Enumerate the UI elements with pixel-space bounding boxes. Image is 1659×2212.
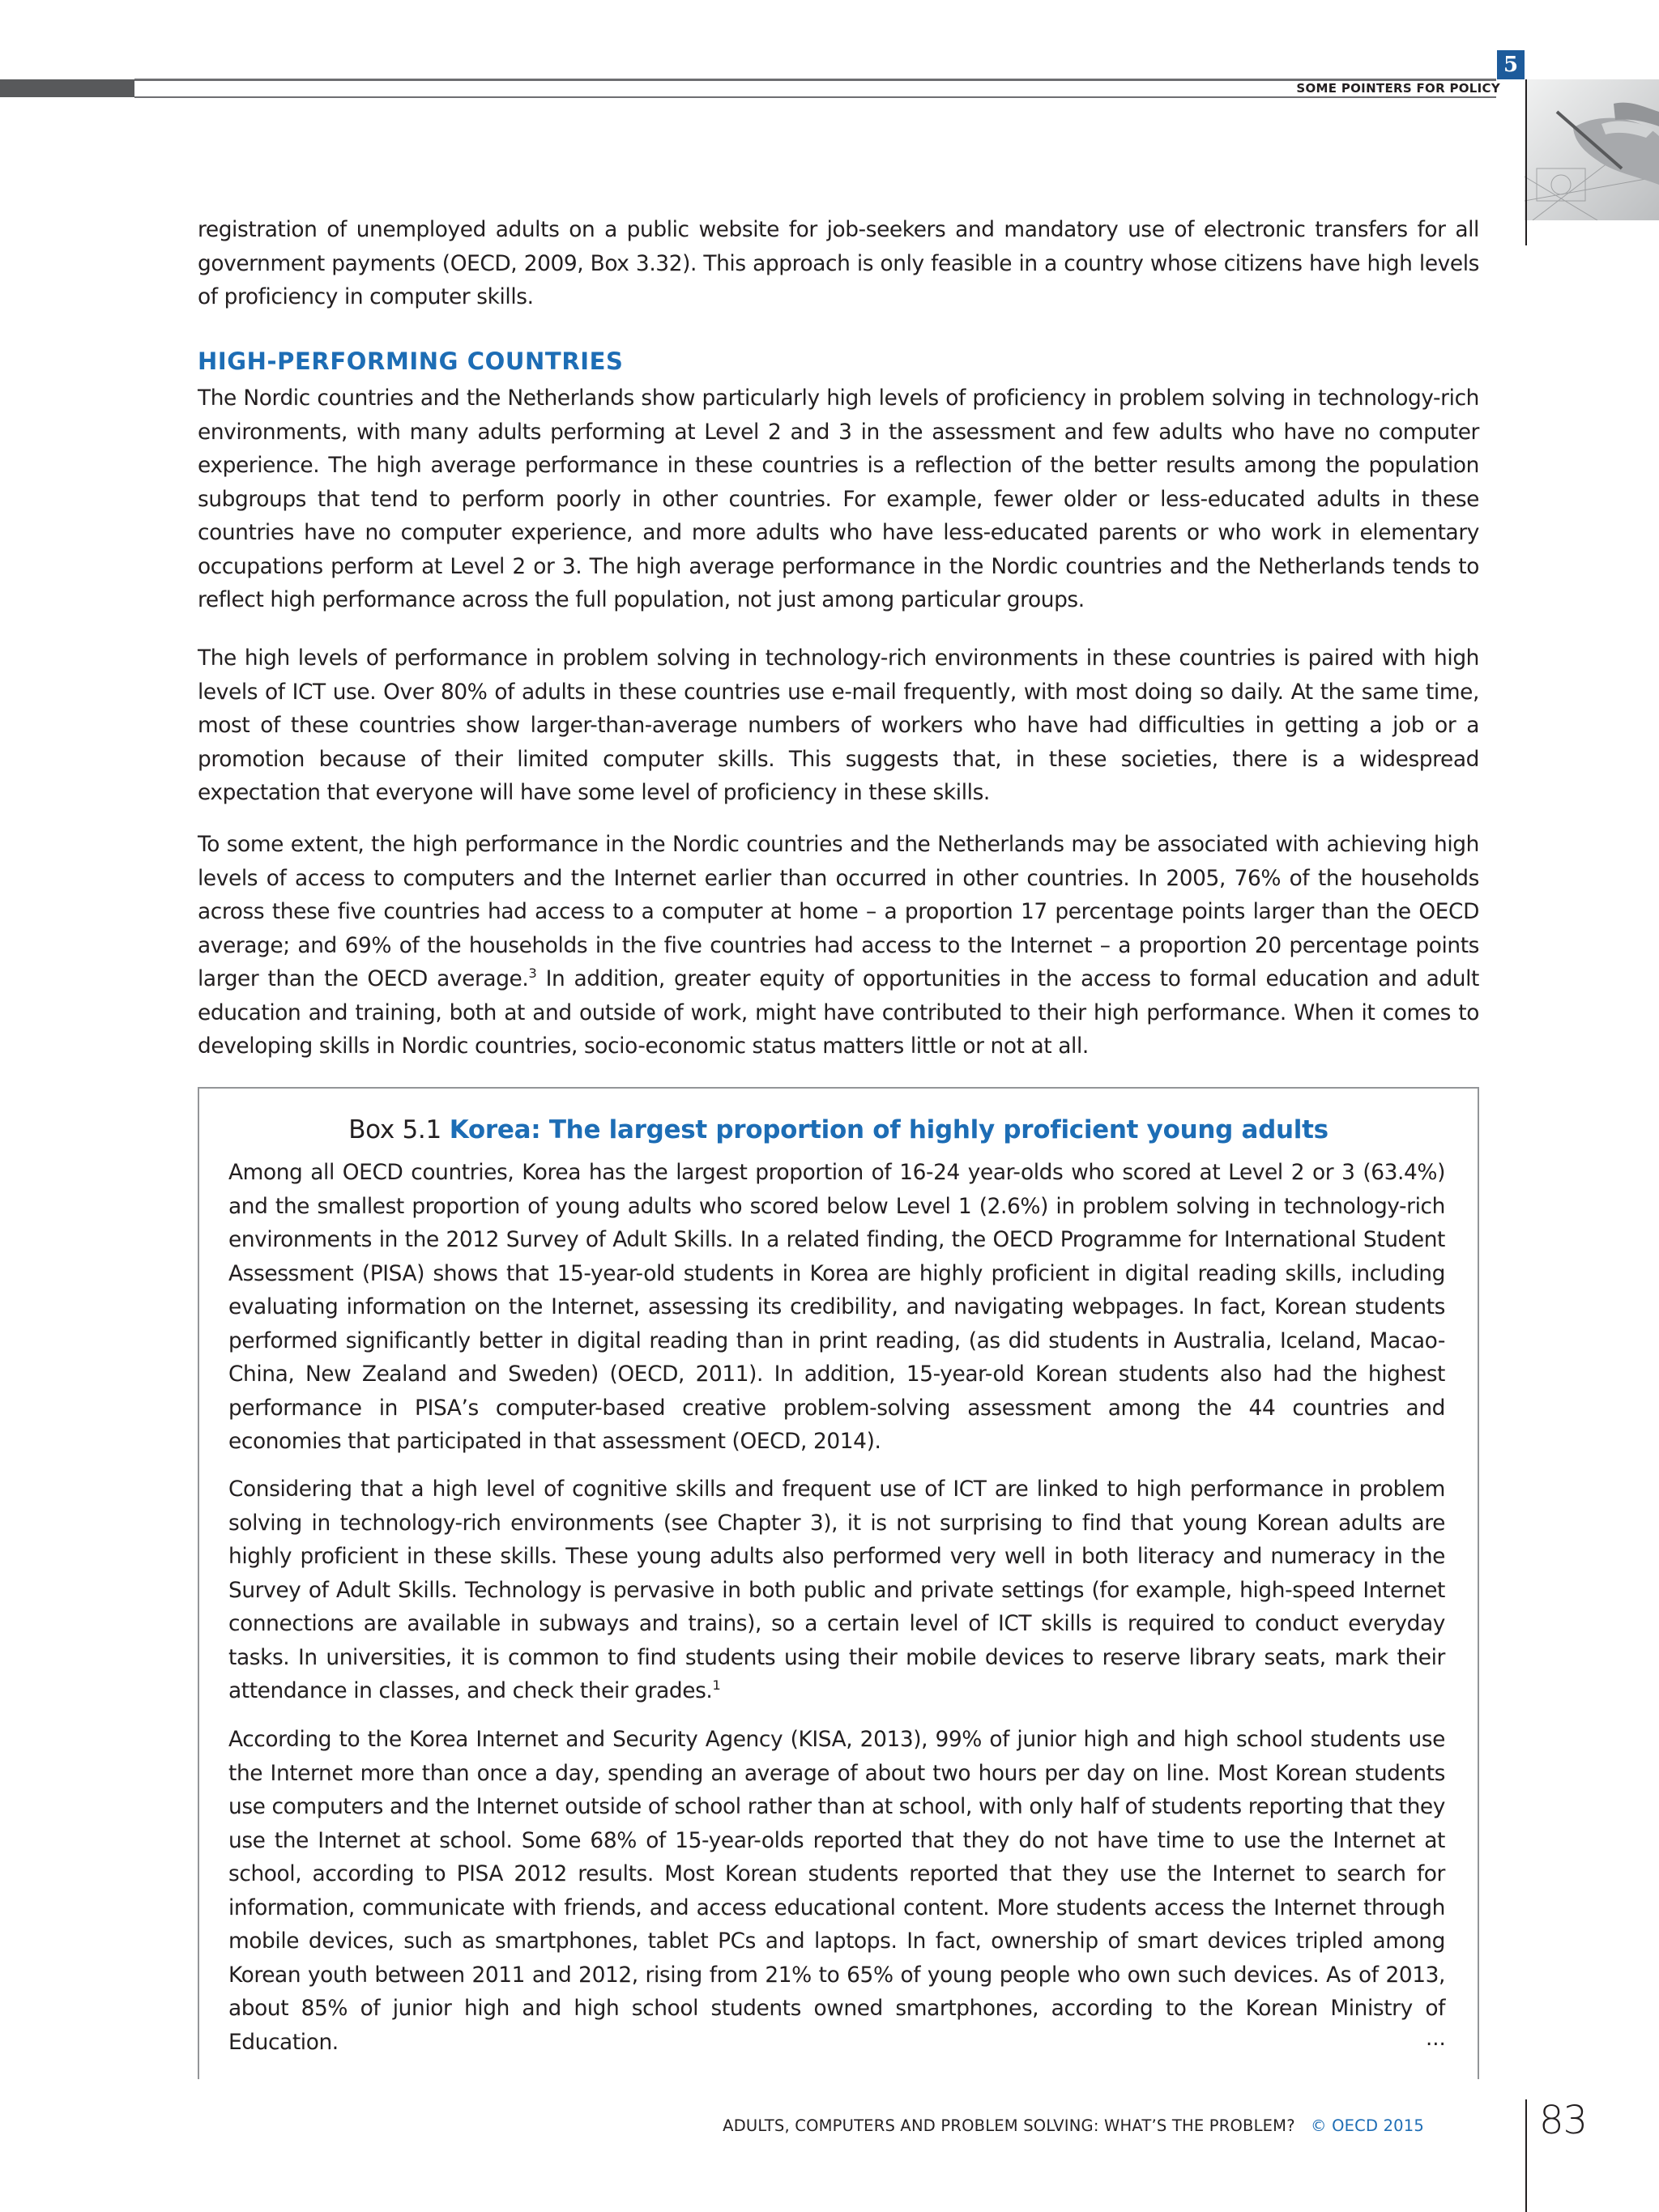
header-dark-bar <box>0 79 134 97</box>
box-paragraph-2-text: Considering that a high level of cognitive skills and frequent use of ICT are linked to high performance in problem solving in technology-rich environments (see Chapter 3), it is not surprising to find that young Korean adults are highly proficient in these skills. These young adults also performed very well in both literacy and numeracy in the Survey of Adult Skills. Technology is pervasive in both public and private settings (for example, high-speed Internet connections are available in subways and trains), so a certain level of ICT skills is required to conduct everyday tasks. In universities, it is common to find students using their mobile devices to reserve library seats, mark their attendance in classes, and check their grades. <box>228 1477 1445 1703</box>
chapter-number-tab: 5 <box>1497 50 1525 79</box>
footer-copyright: © OECD 2015 <box>1310 2116 1424 2135</box>
box-paragraph-2 <box>228 1473 1445 1708</box>
intro-paragraph: registration of unemployed adults on a public website for job-seekers and mandatory use of electronic transfers for all government payments (OECD, 2009, Box 3.32). This approach is only feasible in a country whose citizens have high levels of proficiency in computer skills. <box>198 217 1479 309</box>
running-head: SOME POINTERS FOR POLICY <box>1296 81 1500 96</box>
header-rule-bottom <box>134 96 1496 98</box>
footer-rule <box>1525 2099 1527 2212</box>
chapter-thumbnail-image <box>1525 79 1659 220</box>
footer-publication <box>723 2114 1424 2138</box>
box-paragraph-3: According to the Korea Internet and Security Agency (KISA, 2013), 99% of junior high and high school students use the Internet more than once a day, spending an average of about two hours per day on line. Most Korean students use computers and the Internet outside of school rather than at school, with only half of students reporting that they use the Internet at school. Some 68% of 15-year-olds reported that they do not have time to use the Internet at school, according to PISA 2012 results. Most Korean students reported that they use the Internet to search for information, communicate with friends, and access educational content. More students access the Internet through mobile devices, such as smartphones, tablet PCs and laptops. In fact, ownership of smart devices tripled among Korean youth between 2011 and 2012, rising from 21% to 65% of young people who own such devices. As of 2013, about 85% of junior high and high school students owned smartphones, according to the Korean Ministry of Education. <box>228 1727 1445 2055</box>
section-heading: HIGH-PERFORMING COUNTRIES <box>198 347 624 375</box>
box-continuation-marker: ... <box>1426 2027 1446 2051</box>
margin-rule-top <box>1525 79 1527 245</box>
header-rule-top <box>134 79 1496 81</box>
page-number: 83 <box>1539 2098 1588 2143</box>
box-border-right <box>1478 1087 1479 2079</box>
box-endnote-marker: 1 <box>712 1677 721 1694</box>
box-paragraph-1: Among all OECD countries, Korea has the largest proportion of 16-24 year-olds who scored at Level 2 or 3 (63.4%) and the smallest proportion of young adults who scored below Level 1 (2.6%) in problem solving in technology-rich environments in the 2012 Survey of Adult Skills. In a related finding, the OECD Programme for International Student Assessment (PISA) shows that 15-year-old students in Korea are highly proficient in digital reading skills, including evaluating information on the Internet, assessing its credibility, and navigating webpages. In fact, Korean students performed significantly better in digital reading than in print reading, (as did students in Australia, Iceland, Macao-China, New Zealand and Sweden) (OECD, 2011). In addition, 15-year-old Korean students also had the highest performance in PISA’s computer-based creative problem-solving assessment among the 44 countries and economies that participated in that assessment (OECD, 2014). <box>228 1160 1445 1454</box>
box-title <box>198 1113 1479 1147</box>
box-label: Box 5.1 <box>348 1115 441 1144</box>
body-paragraph-1: The Nordic countries and the Netherlands show particularly high levels of proficiency in problem solving in technology-rich environments, with many adults performing at Level 2 and 3 in the assessment and few adults who have no computer experience. The high average performance in these countries is a reflection of the better results among the population subgroups that tend to perform poorly in other countries. For example, fewer older or less-educated adults in these countries have no computer experience, and more adults who have less-educated parents or who work in elementary occupations perform at Level 2 or 3. The high average performance in the Nordic countries and the Netherlands tends to reflect high performance across the full population, not just among particular groups. <box>198 386 1479 612</box>
footer-publication-title: ADULTS, COMPUTERS AND PROBLEM SOLVING: WHAT’S THE PROBLEM? <box>723 2116 1295 2135</box>
body-paragraph-3-text-continued: In addition, greater equity of opportunities in the access to formal education and adult education and training, both at and outside of work, might have contributed to their high performance. When it comes to developing skills in Nordic countries, socio-economic status matters little or not at all. <box>198 966 1479 1059</box>
box-border-left <box>198 1087 199 2079</box>
box-heading: Korea: The largest proportion of highly proficient young adults <box>449 1115 1328 1144</box>
box-border-top <box>198 1087 1479 1089</box>
body-paragraph-3 <box>198 828 1479 1063</box>
body-paragraph-3-text: To some extent, the high performance in the Nordic countries and the Netherlands may be associated with achieving high levels of access to computers and the Internet earlier than occurred in other countries. In 2005, 76% of the households across these five countries had access to a computer at home – a proportion 17 percentage points larger than the OECD average; and 69% of the households in the five countries had access to the Internet – a proportion 20 percentage points larger than the OECD average. <box>198 832 1479 991</box>
body-paragraph-2: The high levels of performance in problem solving in technology-rich environments in these countries is paired with high levels of ICT use. Over 80% of adults in these countries use e-mail frequently, with most doing so daily. At the same time, most of these countries show larger-than-average numbers of workers who have had difficulties in getting a job or a promotion because of their limited computer skills. This suggests that, in these societies, there is a widespread expectation that everyone will have some level of proficiency in these skills. <box>198 646 1479 805</box>
endnote-marker: 3 <box>528 965 537 982</box>
